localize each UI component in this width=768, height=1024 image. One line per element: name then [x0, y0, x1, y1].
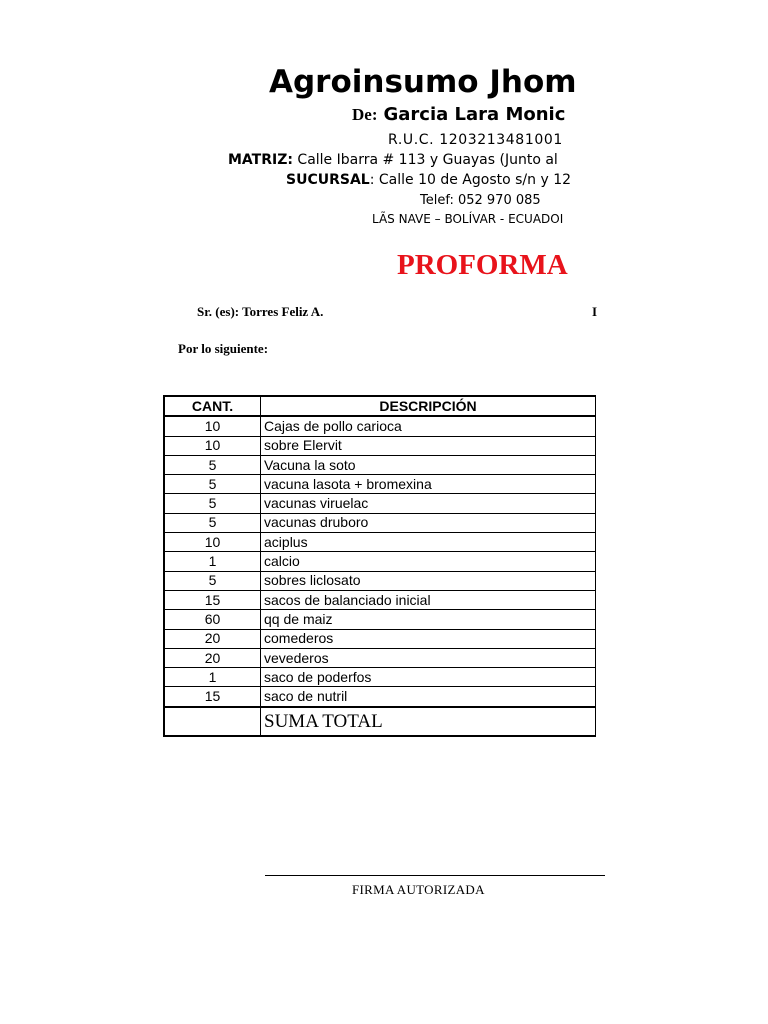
table-row	[164, 629, 596, 648]
row-qty: 20	[164, 648, 261, 667]
row-description: qq de maiz	[261, 610, 596, 629]
row-description: aciplus	[261, 533, 596, 552]
table-row	[164, 475, 596, 494]
table-row	[164, 687, 596, 707]
table-row	[164, 494, 596, 513]
row-qty: 10	[164, 436, 261, 455]
row-qty: 60	[164, 610, 261, 629]
table-row	[164, 590, 596, 609]
table-row	[164, 552, 596, 571]
row-qty: 5	[164, 475, 261, 494]
row-qty: 10	[164, 533, 261, 552]
table-header-row	[164, 396, 596, 416]
matriz-address	[228, 152, 558, 168]
table-row	[164, 455, 596, 474]
row-description: saco de poderfos	[261, 668, 596, 687]
signature-line	[265, 875, 605, 876]
sucursal-label: SUCURSAL	[286, 172, 370, 188]
items-table	[163, 395, 596, 737]
table-row	[164, 436, 596, 455]
document-title: PROFORMA	[397, 249, 568, 281]
location: LÃS NAVE – BOLÍVAR - ECUADOI	[372, 212, 564, 226]
row-description: sobre Elervit	[261, 436, 596, 455]
total-label: SUMA TOTAL	[261, 707, 596, 736]
row-description: sobres liclosato	[261, 571, 596, 590]
row-qty: 15	[164, 687, 261, 707]
table-row	[164, 648, 596, 667]
intro-text: Por lo siguiente:	[178, 341, 269, 356]
table-row	[164, 668, 596, 687]
row-qty: 5	[164, 571, 261, 590]
telephone: Telef: 052 970 085	[420, 193, 541, 208]
row-description: vacunas viruelac	[261, 494, 596, 513]
ruc-number: R.U.C. 1203213481001	[388, 132, 563, 148]
owner-name: Garcia Lara Monic	[383, 104, 566, 125]
row-qty: 20	[164, 629, 261, 648]
row-description: calcio	[261, 552, 596, 571]
table-row	[164, 513, 596, 532]
row-description: saco de nutril	[261, 687, 596, 707]
company-name: Agroinsumo Jhom	[269, 64, 577, 100]
owner-line	[352, 104, 565, 125]
row-qty: 5	[164, 455, 261, 474]
row-qty: 1	[164, 552, 261, 571]
row-description: Vacuna la soto	[261, 455, 596, 474]
sucursal-text: : Calle 10 de Agosto s/n y 12	[369, 172, 572, 188]
table-row	[164, 416, 596, 436]
table-row	[164, 571, 596, 590]
total-qty-cell	[164, 707, 261, 736]
row-qty: 10	[164, 416, 261, 436]
row-description: vacuna lasota + bromexina	[261, 475, 596, 494]
row-qty: 5	[164, 513, 261, 532]
row-description: vevederos	[261, 648, 596, 667]
row-description: comederos	[261, 629, 596, 648]
row-description: sacos de balanciado inicial	[261, 590, 596, 609]
header-qty: CANT.	[164, 396, 261, 416]
row-qty: 1	[164, 668, 261, 687]
header-description: DESCRIPCIÓN	[261, 396, 596, 416]
row-qty: 5	[164, 494, 261, 513]
client-line: Sr. (es): Torres Feliz A.	[197, 304, 324, 319]
row-description: vacunas druboro	[261, 513, 596, 532]
total-row	[164, 707, 596, 736]
table-row	[164, 610, 596, 629]
signature-label: FIRMA AUTORIZADA	[352, 882, 485, 897]
row-qty: 15	[164, 590, 261, 609]
matriz-label: MATRIZ:	[228, 152, 293, 168]
sucursal-address	[286, 172, 571, 188]
table-row	[164, 533, 596, 552]
matriz-text: Calle Ibarra # 113 y Guayas (Junto al	[292, 152, 558, 168]
row-description: Cajas de pollo carioca	[261, 416, 596, 436]
date-field-fragment: I	[592, 304, 598, 319]
owner-prefix: De:	[352, 105, 378, 124]
